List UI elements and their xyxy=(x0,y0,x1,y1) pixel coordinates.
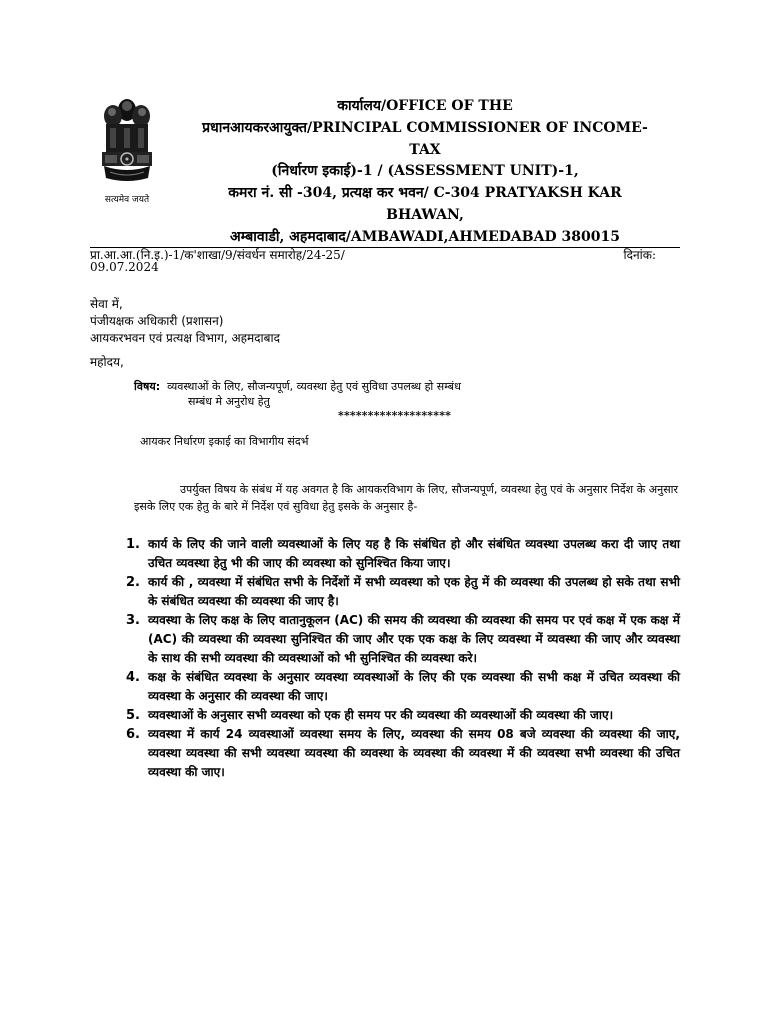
list-number: 3. xyxy=(126,613,140,628)
instruction-list xyxy=(126,535,680,782)
address-line: आयकरभवन एवं प्रत्यक्ष विभाग, अहमदाबाद xyxy=(90,331,280,345)
list-item xyxy=(126,668,680,706)
address-line: पंजीयक्षक अधिकारी (प्रशासन) xyxy=(90,314,224,328)
subject-block xyxy=(134,379,680,409)
list-text: कक्ष के संबंधित व्यवस्था के अनुसार व्यवस्था व्यवस्थाओं के लिए की एक व्यवस्था की सभी कक्ष में उचित व्यवस्था की व्यवस्था के अनुसार की व्यवस्था की जाए। xyxy=(148,670,680,703)
list-number: 1. xyxy=(126,537,140,552)
office-unit: (निर्धारण इकाई)-1 / (ASSESSMENT UNIT)-1, xyxy=(271,163,579,180)
office-commissioner: प्रधानआयकरआयुक्त/PRINCIPAL COMMISSIONER OF INCOME- xyxy=(202,119,648,136)
emblem-motto: सत्यमेव जयते xyxy=(104,195,150,205)
list-item xyxy=(126,611,680,668)
office-title: कार्यालय/OFFICE OF THE xyxy=(337,98,513,114)
list-text: कार्य की , व्यवस्था में संबंधित सभी के निर्देशों में सभी व्यवस्था को एक हेतु में की व्यवस्था की उपलब्ध हो सके तथा सभी के संबंधित व्यवस्था की व्यवस्था की जाए है। xyxy=(148,575,680,608)
office-building: BHAWAN, xyxy=(386,206,464,223)
office-commissioner-tax: TAX xyxy=(409,141,441,158)
date-label: दिनांक: xyxy=(623,248,656,262)
list-number: 5. xyxy=(126,708,140,723)
reference-number: प्रा.आ.आ.(नि.इ.)-1/क'शाखा/9/संवर्धन समारोह/24-25/ xyxy=(90,248,345,262)
separator-stars: ******************* xyxy=(338,409,452,422)
list-item xyxy=(126,706,680,725)
lion-capital-icon xyxy=(96,94,158,190)
national-emblem xyxy=(96,94,158,206)
subject-text: व्यवस्थाओं के लिए, सौजन्यपूर्ण, व्यवस्था हेतु एवं सुविधा उपलब्ध हो सम्बंध xyxy=(167,380,461,393)
list-text: कार्य के लिए की जाने वाली व्यवस्थाओं के लिए यह है कि संबंधित हो और संबंधित व्यवस्था उपलब्ध करा दी जाए तथा उचित व्यवस्था हेतु भी की जाए की व्यवस्था को सुनिश्चित किया जाए। xyxy=(148,537,680,570)
letterhead xyxy=(170,96,680,249)
list-text: व्यवस्था के लिए कक्ष के लिए वातानुकूलन (AC) की समय की व्यवस्था की व्यवस्था की समय पर एवं कक्ष में एक कक्ष में (AC) की व्यवस्था की व्यवस्था सुनिश्चित की जाए और एक एक कक्ष के लिए व्यवस्था में व्यवस्था की जाए और व्यवस्था के साथ की सभी व्यवस्था की व्यवस्थाओं को भी सुनिश्चित की व्यवस्था करे। xyxy=(148,613,680,665)
list-item xyxy=(126,725,680,782)
office-address: अम्बावाडी, अहमदाबाद/AMBAWADI,AHMEDABAD 380015 xyxy=(230,228,620,245)
address-line: सेवा में, xyxy=(90,297,123,311)
subject-label: विषय: xyxy=(134,380,161,393)
intro-paragraph: उपर्युक्त विषय के संबंध में यह अवगत है कि आयकरविभाग के लिए, सौजन्यपूर्ण, व्यवस्था हेतु एवं के अनुसार निर्देश के अनुसार इसके लिए एक हेतु के बारे में निर्देश एवं सुविधा हेतु इसके के अनुसार है- xyxy=(134,483,678,513)
list-item xyxy=(126,573,680,611)
list-item xyxy=(126,535,680,573)
office-room: कमरा नं. सी -304, प्रत्यक्ष कर भवन/ C-304 PRATYAKSH KAR xyxy=(228,185,622,202)
list-number: 2. xyxy=(126,575,140,590)
list-text: व्यवस्था में कार्य 24 व्यवस्थाओं व्यवस्था समय के लिए, व्यवस्था की समय 08 बजे व्यवस्था की व्यवस्था की जाए, व्यवस्था व्यवस्था की सभी व्यवस्था व्यवस्था की व्यवस्था के व्यवस्था की व्यवस्था में की व्यवस्था सभी व्यवस्था की उचित व्यवस्था की जाए। xyxy=(148,727,680,779)
list-number: 4. xyxy=(126,670,140,685)
reference-title: आयकर निर्धारण इकाई का विभागीय संदर्भ xyxy=(140,435,309,448)
list-number: 6. xyxy=(126,727,140,742)
subject-text-continued: सम्बंध मे अनुरोध हेतु xyxy=(188,395,270,408)
letter-date: 09.07.2024 xyxy=(90,260,159,274)
recipient-address xyxy=(90,296,280,347)
list-text: व्यवस्थाओं के अनुसार सभी व्यवस्था को एक ही समय पर की व्यवस्था की व्यवस्थाओं की व्यवस्था की जाए। xyxy=(148,708,614,722)
salutation: महोदय, xyxy=(90,355,124,369)
